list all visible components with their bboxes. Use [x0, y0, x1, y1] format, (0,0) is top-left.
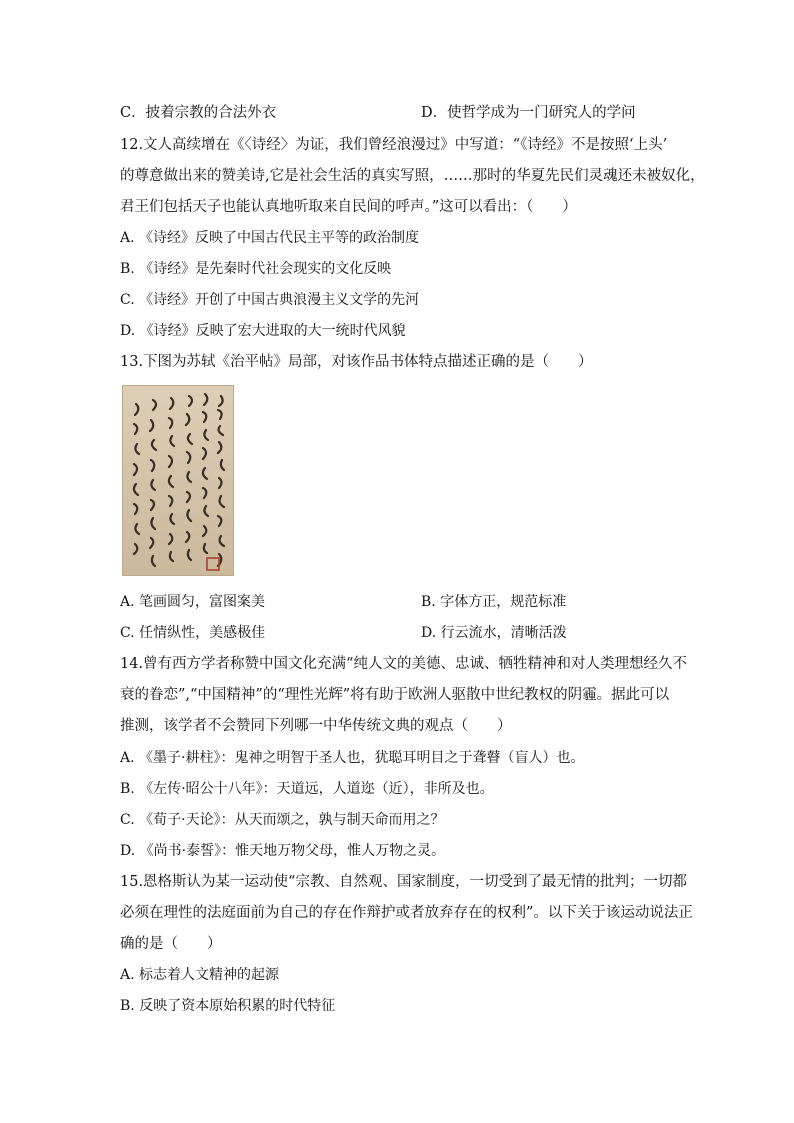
- q15-stem-line2: 必须在理性的法庭面前为自己的存在作辩护或者放弃存在的权利”。以下关于该运动说法正: [120, 905, 693, 921]
- q12-option-a: A. 《诗经》反映了中国古代民主平等的政治制度: [120, 230, 420, 246]
- q12-stem-line2: 的尊意做出来的赞美诗,它是社会生活的真实写照，……那时的华夏先民们灵魂还未被奴化，: [120, 168, 705, 184]
- q13-option-b: B. 字体方正，规范标准: [421, 594, 567, 610]
- q15-option-b: B. 反映了资本原始积累的时代特征: [120, 998, 336, 1014]
- q12-option-d: D. 《诗经》反映了宏大进取的大一统时代风貌: [120, 323, 406, 339]
- q13-option-d: D. 行云流水，清晰活泼: [421, 625, 567, 641]
- q13-stem: 13.下图为苏轼《治平帖》局部，对该作品书体特点描述正确的是（ ）: [120, 354, 593, 370]
- q15-stem-line1: 15.恩格斯认为某一运动使“宗教、自然观、国家制度，一切受到了最无情的批判；一切都: [120, 874, 687, 890]
- q14-stem-line1: 14.曾有西方学者称赞中国文化充满“纯人文的美德、忠诚、牺牲精神和对人类理想经久不: [120, 656, 687, 672]
- calligraphy-image: [122, 385, 234, 576]
- q11-option-c: C．披着宗教的合法外衣: [120, 105, 277, 121]
- q14-option-a: A. 《墨子·耕柱》：鬼神之明智于圣人也，犹聪耳明目之于聋瞽（盲人）也。: [120, 750, 585, 766]
- q12-stem-line3: 君王们包括天子也能认真地听取来自民间的呼声。”这可以看出：（ ）: [120, 199, 577, 215]
- q15-stem-line3: 确的是（ ）: [120, 936, 222, 952]
- q11-option-d: D．使哲学成为一门研究人的学问: [421, 105, 636, 121]
- q13-option-c: C. 任情纵性，美感极佳: [120, 625, 266, 641]
- q14-stem-line3: 推测，该学者不会赞同下列哪一中华传统文典的观点（ ）: [120, 718, 512, 734]
- q13-option-a: A. 笔画圆匀，富图案美: [120, 594, 266, 610]
- q12-stem-line1: 12.文人高续增在《〈诗经〉为证，我们曾经浪漫过》中写道：“《诗经》不是按照‘上头’: [120, 137, 668, 153]
- q12-option-c: C. 《诗经》开创了中国古典浪漫主义文学的先河: [120, 292, 420, 308]
- q15-option-a: A. 标志着人文精神的起源: [120, 967, 280, 983]
- seal-mark: [207, 558, 219, 570]
- calligraphy-strokes: [123, 386, 234, 576]
- q14-option-c: C. 《荀子·天论》：从天而颂之，孰与制天命而用之？: [120, 812, 445, 828]
- q14-stem-line2: 衰的眷恋”,“中国精神”的“理性光辉”将有助于欧洲人驱散中世纪教权的阴霾。据此可以: [120, 687, 670, 703]
- q12-option-b: B. 《诗经》是先秦时代社会现实的文化反映: [120, 261, 392, 277]
- q14-option-d: D. 《尚书·泰誓》：惟天地万物父母，惟人万物之灵。: [120, 843, 446, 859]
- q14-option-b: B. 《左传·昭公十八年》：天道远，人道迩（近），非所及也。: [120, 781, 494, 797]
